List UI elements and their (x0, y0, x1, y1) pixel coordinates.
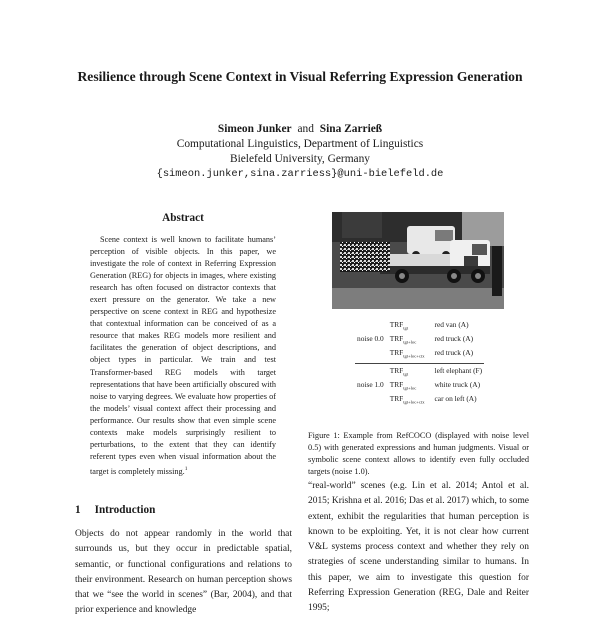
table-row (355, 348, 484, 363)
generated-expression: red truck (A) (434, 334, 474, 344)
section-title: Introduction (94, 504, 156, 516)
introduction-text: Objects do not appear randomly in the world that surrounds us, but they occur in predictable spatial, semantic, or functional configurations and relations to their environment. Research on human perception shows that we “see the world in scenes” (Bar, 2004), and that prior experience and knowledge (75, 529, 292, 616)
noise-level (355, 363, 388, 380)
abstract-heading: Abstract (162, 212, 204, 224)
generated-expression: red van (A) (434, 320, 469, 329)
model-name (388, 348, 433, 363)
section-heading-introduction (75, 504, 155, 516)
noise-level (355, 348, 388, 363)
generated-expression: white truck (A) (434, 379, 481, 389)
model-name (388, 320, 433, 334)
model-base: TRF (389, 348, 404, 358)
noise-level: noise 0.0 (357, 334, 384, 344)
noise-occluded-target (340, 242, 390, 272)
model-variant: tgt (403, 325, 409, 331)
model-base: TRF (389, 320, 404, 329)
paper-title: Resilience through Scene Context in Visual Referring Expression Generation (77, 69, 523, 84)
model-variant: tgt (403, 370, 409, 376)
table-row (355, 394, 484, 408)
street-scene-illustration (332, 212, 504, 309)
footnote-mark: 1 (184, 465, 188, 472)
model-base: TRF (389, 334, 404, 344)
generated-expression: red truck (A) (434, 348, 474, 358)
noise-level: noise 1.0 (357, 379, 384, 389)
model-variant: tgt+loc (403, 385, 417, 391)
author-email: {simeon.junker,sina.zarriess}@uni-bielefeld.de (156, 168, 444, 180)
figure-image (332, 212, 504, 309)
author-names (60, 122, 540, 137)
generated-expression: left elephant (F) (433, 363, 485, 380)
abstract-text (90, 234, 276, 478)
model-variant: tgt+loc (403, 339, 417, 345)
noise-level (355, 320, 388, 334)
table-row (355, 334, 484, 348)
table-row (355, 363, 484, 380)
university: Bielefeld University, Germany (229, 153, 371, 165)
affiliation: Computational Linguistics, Department of Linguistics (176, 138, 424, 150)
author-second: Sina Zarrieß (319, 123, 383, 135)
model-base: TRF (389, 379, 404, 389)
model-base: TRF (389, 365, 404, 375)
model-variant: tgt+loc+ctx (403, 399, 425, 405)
generated-expression: car on left (A) (434, 393, 477, 403)
noise-level (355, 394, 388, 408)
model-base: TRF (389, 393, 404, 403)
model-name (388, 394, 433, 408)
model-name (388, 334, 433, 348)
right-column-text: “real-world” scenes (e.g. Lin et al. 2014; Antol et al. 2015; Krishna et al. 2016; Das et al. 2017) which, to some extent, exhibit the regularities that human perception is known to be exploiting. Yet, it is not clear how current V&L systems process context and whether they rely on strategies of scene understanding similar to humans. In this paper, we aim to investigate this question for Referring Expression Generation (REG, Dale and Reiter 1995; (308, 481, 529, 614)
author-first: Simeon Junker (217, 123, 292, 135)
model-name (388, 380, 433, 394)
abstract-body: Scene context is well known to facilitate humans’ perception of visible objects. In this paper, we investigate the role of context in Referring Expression Generation (REG) for objects in images, where existing research has often focused on distractor contexts that exert pressure on the generator. We take a new perspective on scene context in REG and hypothesize that contextual information can be conceived of as a resource that makes REG models more resilient and facilitates the generation of object descriptions, and object types in particular. We train and test Transformer-based REG models with target representations that have been artificially obscured with noise to varying degrees. We evaluate how properties of the models’ visual context affect their processing and performance. Our results show that even simple scene contexts make models surprisingly resilient to perturbations, to the extent that they can identify referent types even when visual information about the target is completely missing. (90, 235, 276, 476)
table-row (355, 380, 484, 394)
table-row (355, 320, 484, 334)
figure-caption: Figure 1: Example from RefCOCO (displayed with noise level 0.5) with generated expressions and human judgments. Visual or symbolic scene context allows to identify even fully occluded targets (noise 1.0). (308, 431, 529, 476)
author-and: and (297, 123, 314, 135)
generated-expressions-table (355, 320, 484, 408)
model-name (388, 363, 433, 380)
model-variant: tgt+loc+ctx (403, 353, 425, 359)
author-block (60, 122, 540, 182)
section-number: 1 (75, 504, 81, 516)
